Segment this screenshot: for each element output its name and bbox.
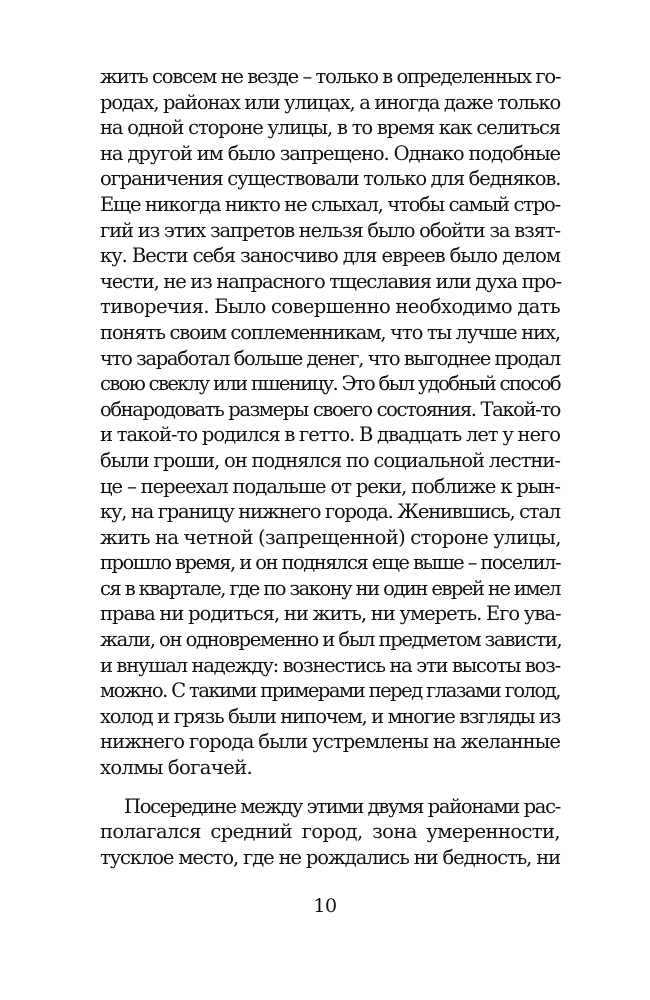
text-line: холмы богачей. — [100, 756, 253, 780]
text-line: права ни родиться, ни жить, ни умереть. Его ува- — [100, 602, 561, 626]
text-line: на одной стороне улицы, в то время как селиться — [100, 116, 560, 140]
text-line: свою свеклу или пшеницу. Это был удобный способ — [100, 372, 560, 396]
text-line: ограничения существовали только для бедняков. — [100, 167, 561, 191]
text-line: холод и грязь были нипочем, и многие взгляды из — [100, 704, 560, 728]
page-number: 10 — [313, 895, 337, 917]
text-line: жить совсем не везде – только в определенных го- — [100, 65, 561, 88]
text-line: полагался средний город, зона умеренности, — [100, 820, 560, 844]
text-line: жали, он одновременно и был предметом зависти, — [100, 628, 562, 652]
text-line: чести, не из напрасного тщеславия или духа про- — [100, 269, 561, 293]
text-line: и такой-то родился в гетто. В двадцать лет у него — [100, 423, 561, 447]
text-line: на другой им было запрещено. Однако подобные — [100, 141, 560, 165]
text-line: были гроши, он поднялся по социальной лестни- — [100, 448, 560, 472]
text-line: можно. С такими примерами перед глазами голод, — [100, 679, 560, 703]
text-line: ку, на границу нижнего города. Женившись, стал — [100, 500, 560, 524]
text-line: Еще никогда никто не слыхал, чтобы самый стро- — [100, 192, 560, 216]
paragraph-1 — [100, 64, 560, 781]
text-line: и внушал надежду: вознестись на эти высоты воз- — [100, 653, 560, 677]
text-line: понять своим соплеменникам, что ты лучше них, — [100, 320, 560, 344]
text-line: гий из этих запретов нельзя было обойти за взят- — [100, 218, 560, 242]
text-line: тусклое место, где не рождались ни бедность, ни — [100, 845, 560, 869]
paragraph-2 — [100, 794, 560, 871]
text-line: ку. Вести себя заносчиво для евреев было делом — [100, 244, 560, 268]
text-line: нижнего города были устремлены на желанные — [100, 730, 560, 754]
text-line: родах, районах или улицах, а иногда даже только — [100, 90, 561, 114]
body-text — [100, 64, 560, 870]
text-line: це – переехал подальше от реки, поближе к рын- — [100, 474, 560, 498]
text-line: тиворечия. Было совершенно необходимо дать — [100, 295, 560, 319]
text-line: жить на четной (запрещенной) стороне улицы, — [100, 525, 561, 549]
text-line: обнародовать размеры своего состояния. Такой-то — [100, 397, 560, 421]
text-line: что заработал больше денег, что выгоднее продал — [100, 346, 560, 370]
text-line: Посередине между этими двумя районами рас- — [124, 794, 560, 818]
text-line: ся в квартале, где по закону ни один еврей не имел — [100, 576, 560, 600]
paragraph-spacing — [100, 781, 560, 794]
text-line: прошло время, и он поднялся еще выше – поселил- — [100, 551, 560, 575]
